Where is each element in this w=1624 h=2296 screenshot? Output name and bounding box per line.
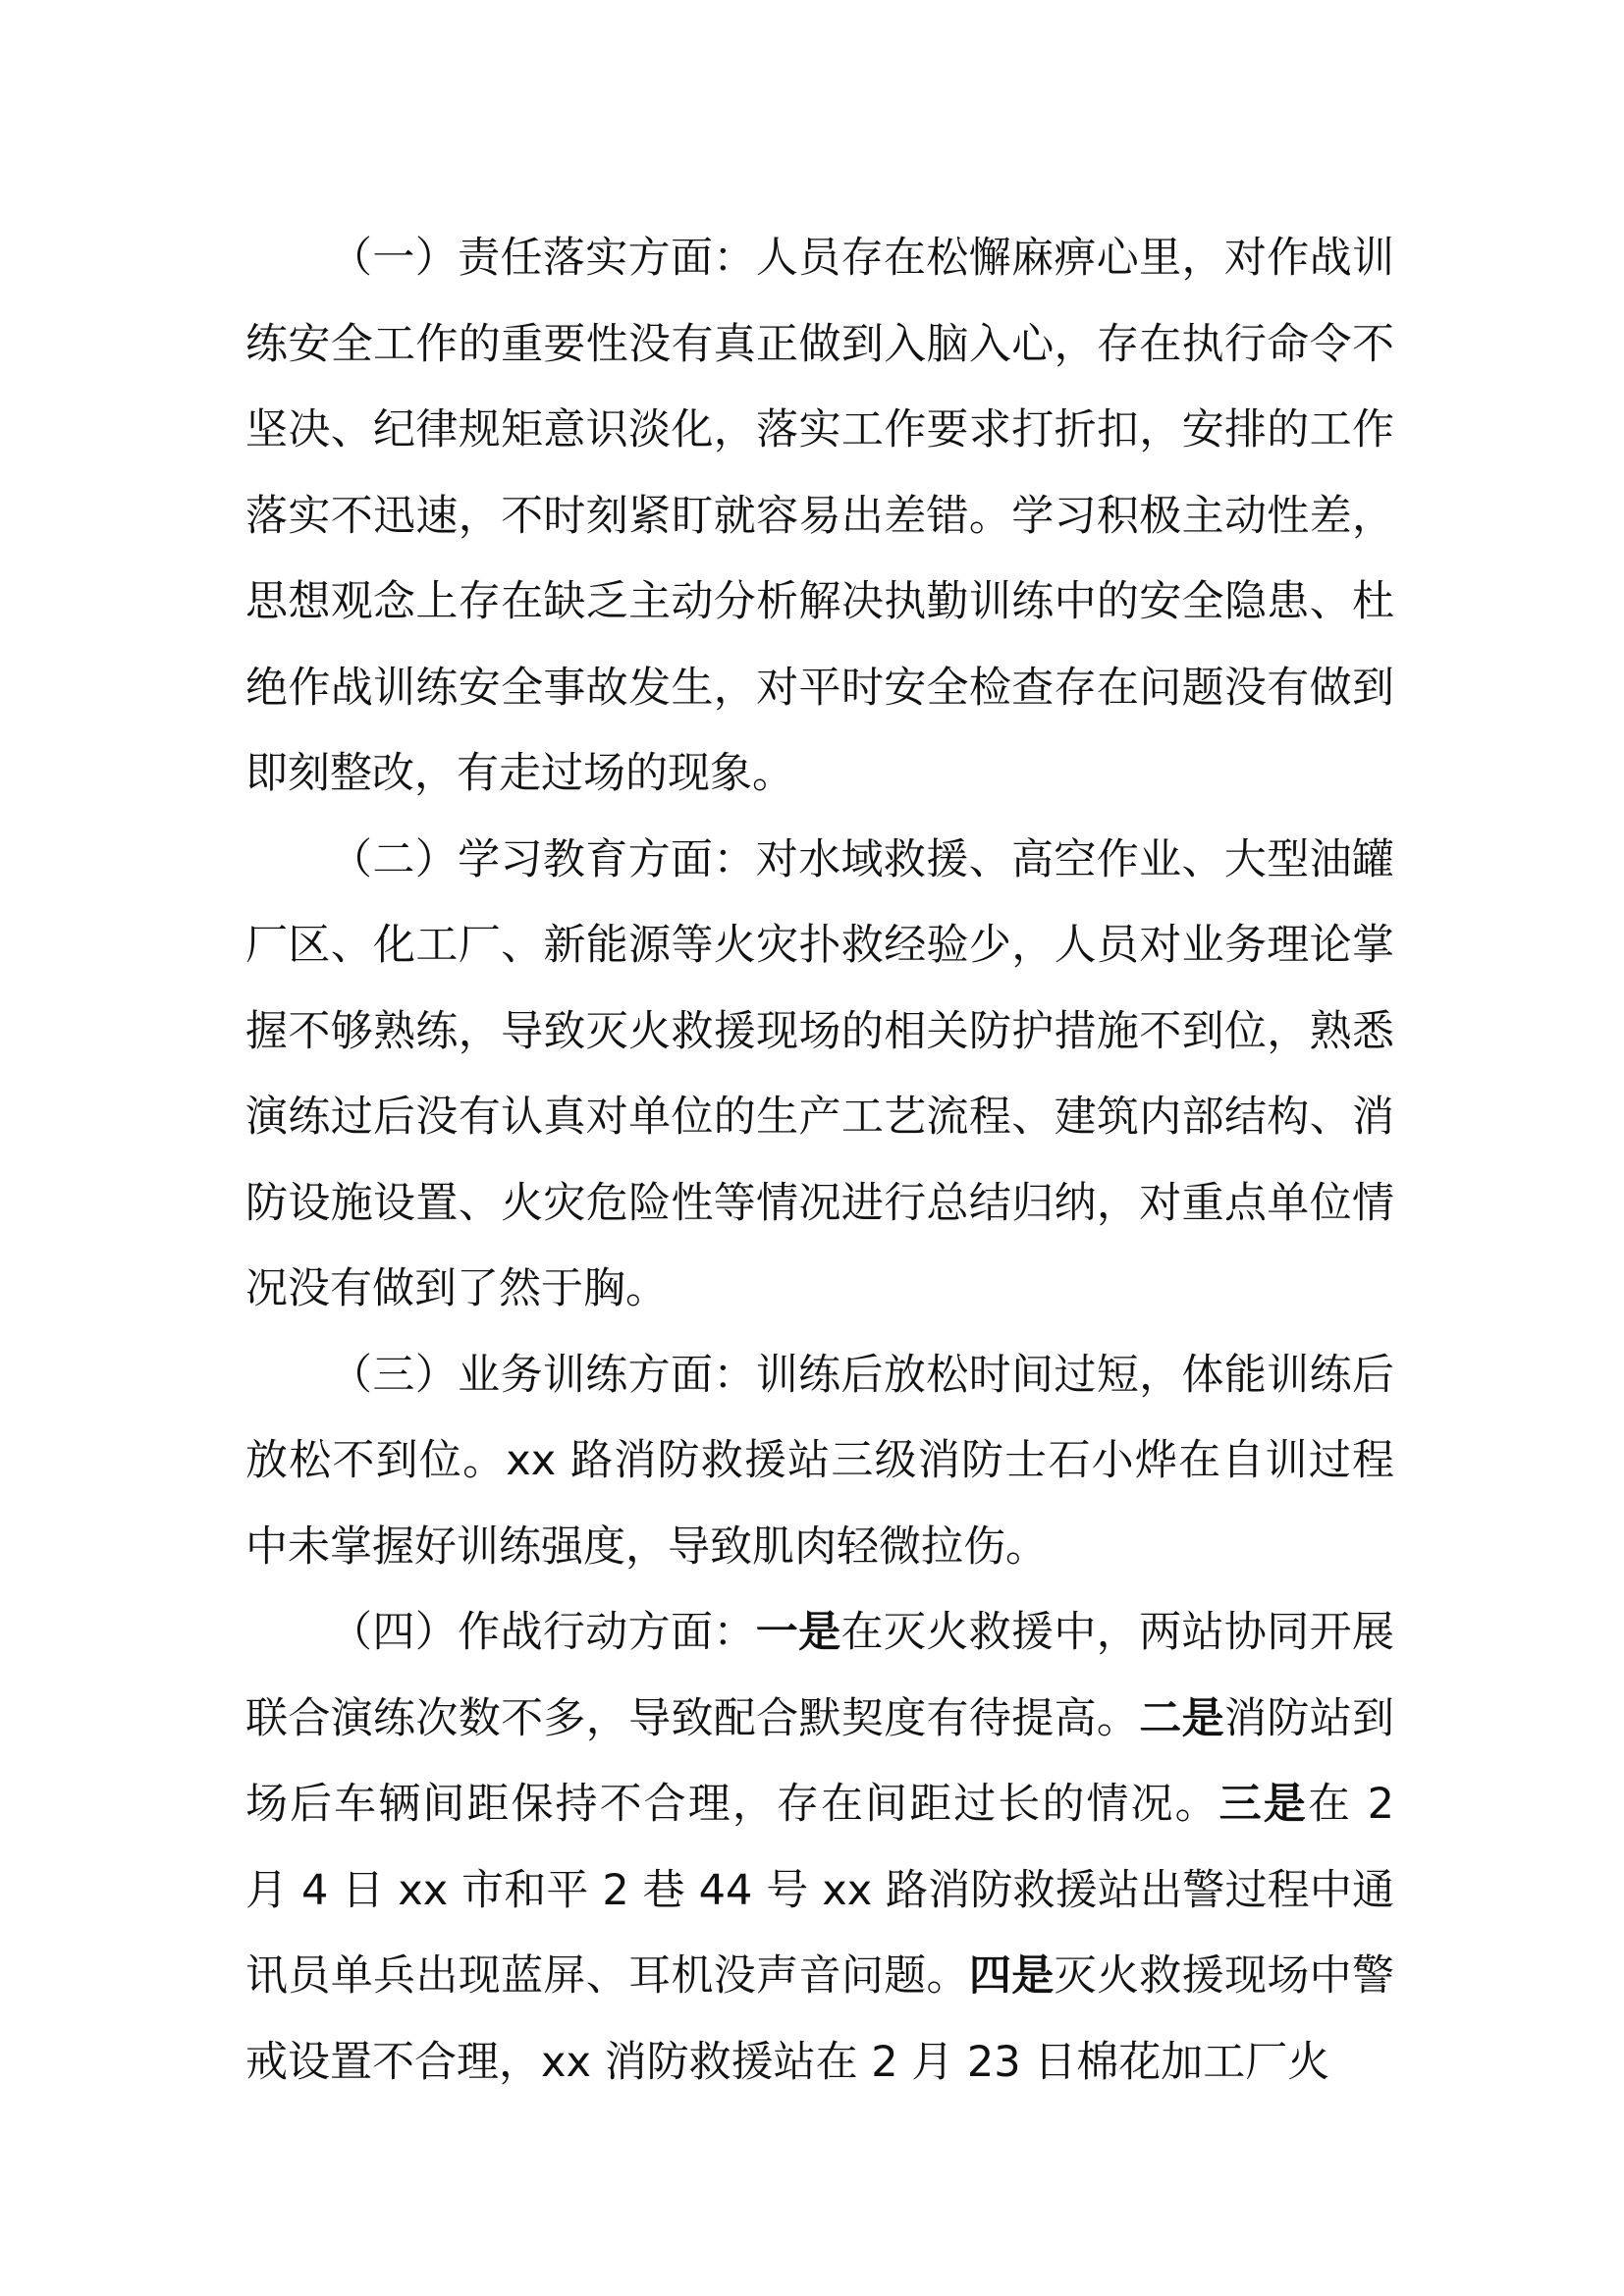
paragraph-heading-text: （四）作战行动方面：	[330, 1608, 756, 1657]
item-text-first: 在灭火救援中，两站协同开展联合演练次数不多，导致配合默契度有待提高。	[245, 1608, 1394, 1743]
document-body	[245, 216, 1394, 2106]
paragraph-responsibility	[245, 216, 1394, 818]
paragraph-text: （一）责任落实方面：人员存在松懈麻痹心里，对作战训练安全工作的重要性没有真正做到入脑入心，存在执行命令不坚决、纪律规矩意识淡化，落实工作要求打折扣，安排的工作落实不迅速，不时刻紧盯就容易出差错。学习积极主动性差，思想观念上存在缺乏主动分析解决执勤训练中的安全隐患、杜绝作战训练安全事故发生，对平时安全检查存在问题没有做到即刻整改，有走过场的现象。	[245, 234, 1394, 798]
paragraph-text: （二）学习教育方面：对水域救援、高空作业、大型油罐厂区、化工厂、新能源等火灾扑救经验少，人员对业务理论掌握不够熟练，导致灭火救援现场的相关防护措施不到位，熟悉演练过后没有认真对单位的生产工艺流程、建筑内部结构、消防设施设置、火灾危险性等情况进行总结归纳，对重点单位情况没有做到了然于胸。	[245, 834, 1394, 1313]
item-marker-second: 二是	[1139, 1693, 1224, 1743]
paragraph-text: （三）业务训练方面：训练后放松时间过短，体能训练后放松不到位。xx 路消防救援站三级消防士石小烨在自训过程中未掌握好训练强度，导致肌肉轻微拉伤。	[245, 1350, 1394, 1572]
item-marker-first: 一是	[755, 1608, 841, 1657]
item-marker-fourth: 四是	[968, 1951, 1055, 2001]
paragraph-training	[245, 1333, 1394, 1591]
item-text-fourth: 灭火救援现场中警戒设置不合理，xx 消防救援站在 2 月 23 日棉花加工厂火	[245, 1951, 1395, 2087]
item-marker-third: 三是	[1218, 1780, 1308, 1829]
paragraph-operations	[245, 1590, 1394, 2106]
item-text-second: 消防站到场后车辆间距保持不合理，存在间距过长的情况。	[245, 1693, 1395, 1829]
item-text-third: 在 2 月 4 日 xx 市和平 2 巷 44 号 xx 路消防救援站出警过程中通讯员单兵出现蓝屏、耳机没声音问题。	[245, 1780, 1395, 2001]
paragraph-education	[245, 818, 1394, 1333]
